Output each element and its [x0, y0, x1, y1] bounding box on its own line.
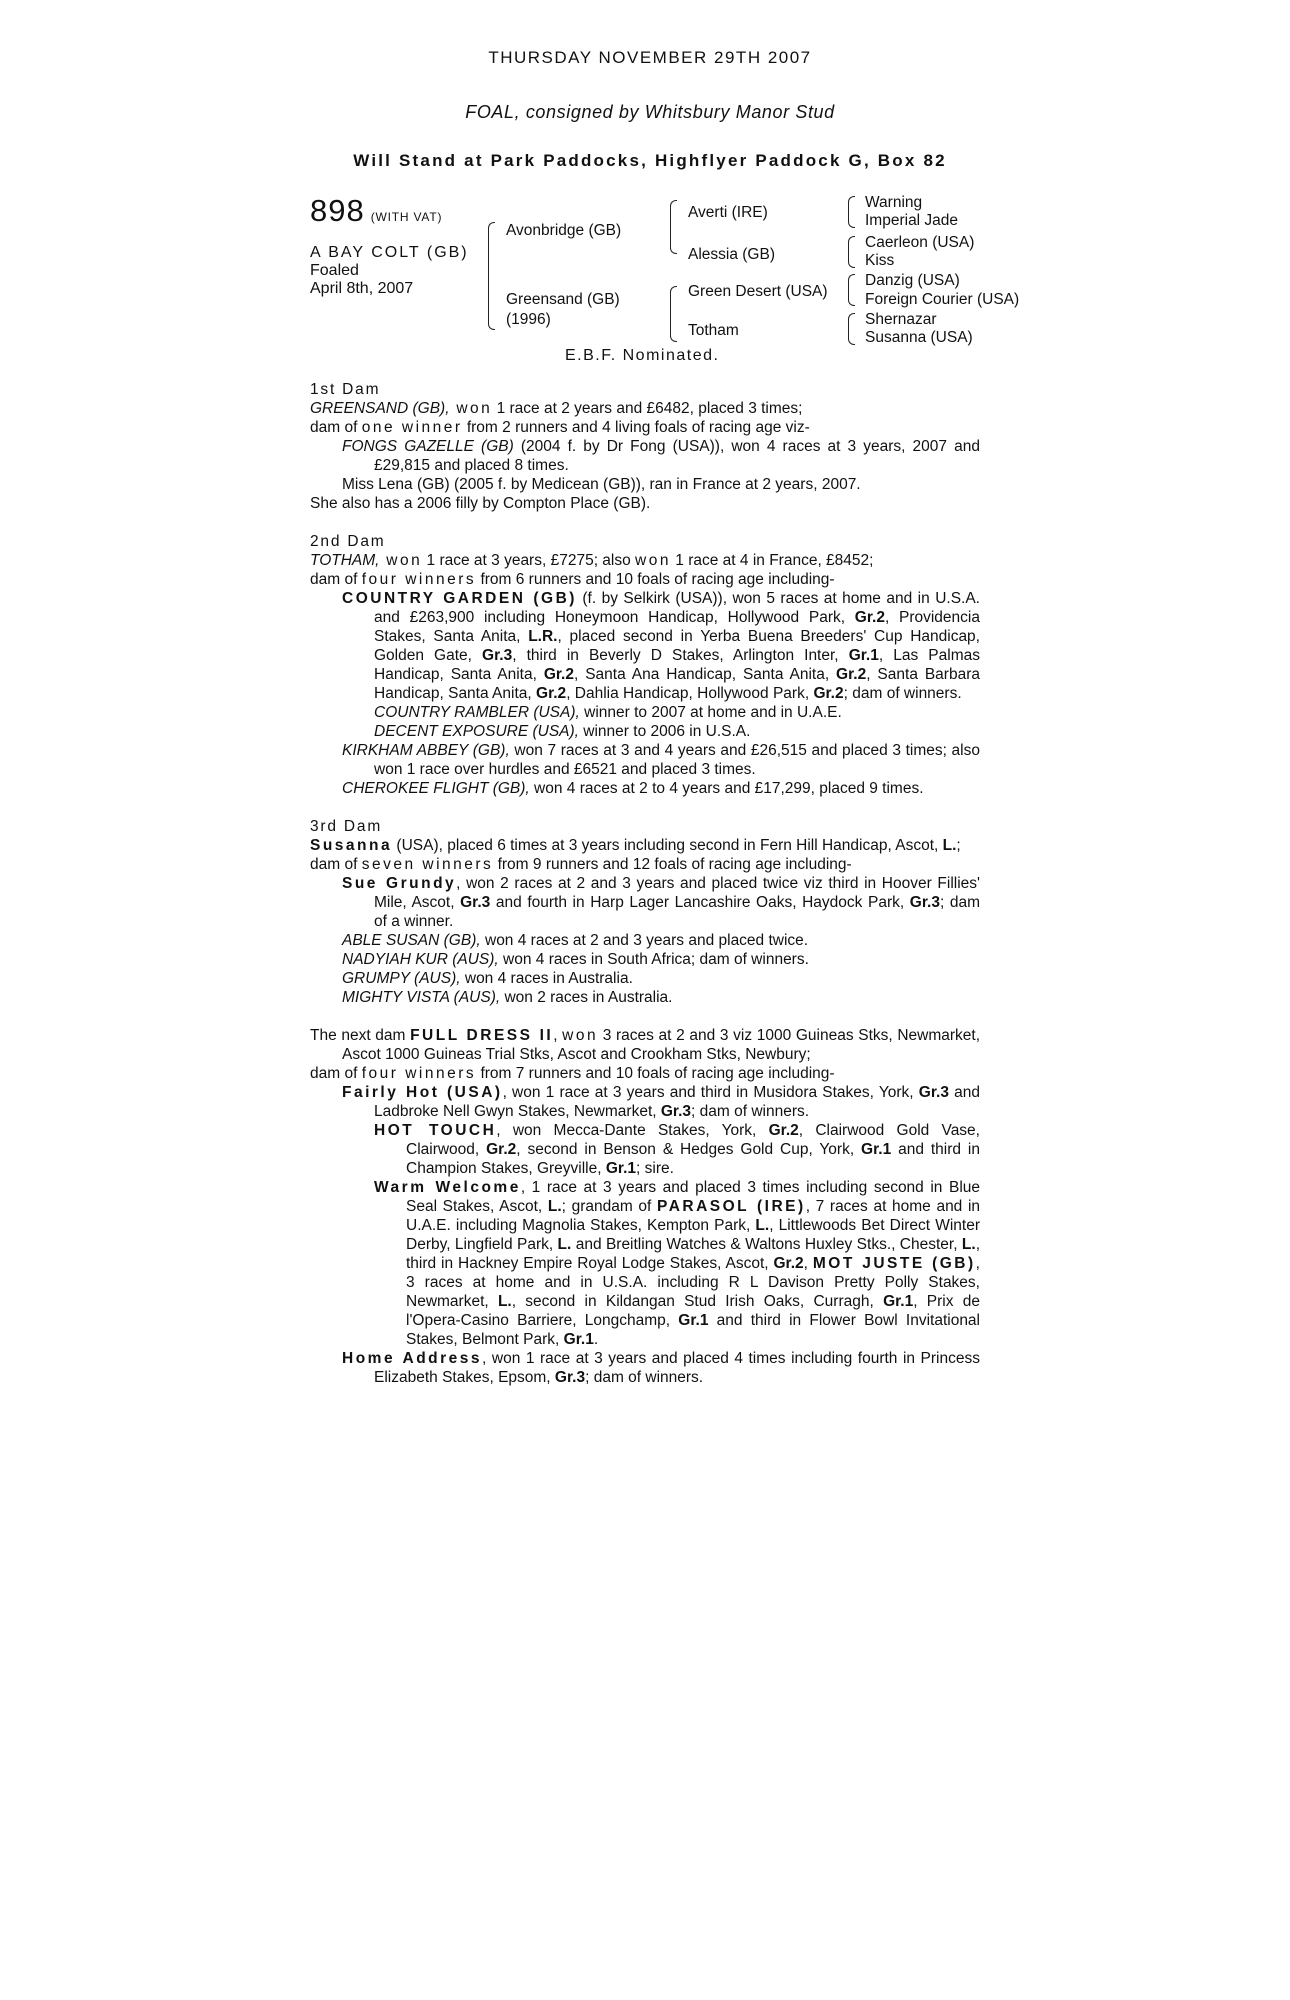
produce-entry: Fairly Hot (USA), won 1 race at 3 years and third in Musidora Stakes, York, Gr.3 and Ladbroke Nell Gwyn Stakes, Newmarket, Gr.3; dam of winners. [342, 1084, 981, 1120]
sire-dam: Alessia (GB) [688, 246, 775, 263]
brace-gg4 [848, 313, 855, 345]
section-1st-dam [310, 380, 980, 513]
produce-entry: ABLE SUSAN (GB), won 4 races at 2 and 3 years and placed twice. [342, 932, 809, 949]
sire-sire: Averti (IRE) [688, 204, 768, 221]
stand-location: Will Stand at Park Paddocks, Highflyer Paddock G, Box 82 [353, 151, 947, 170]
lot-header [310, 193, 442, 229]
foaled-date: April 8th, 2007 [310, 280, 414, 297]
produce-summary: dam of one winner from 2 runners and 4 living foals of racing age viz- [310, 419, 810, 436]
foaled-label: Foaled [310, 262, 359, 279]
dam-line: Susanna (USA), placed 6 times at 3 years including second in Fern Hill Handicap, Ascot, L.; [310, 837, 961, 854]
produce-entry: Miss Lena (GB) (2005 f. by Medicean (GB)), ran in France at 2 years, 2007. [342, 476, 861, 493]
great-grandparent-4: Kiss [865, 252, 895, 269]
brace-gg3 [848, 274, 855, 306]
produce-entry: COUNTRY GARDEN (GB) (f. by Selkirk (USA)), won 5 races at home and in U.S.A. and £263,900 including Honeymoon Handicap, Hollywood Park, Gr.2, Providencia Stakes, Santa Anita, L.R., placed second in Yerba Buena Breeders' Cup Handicap, Golden Gate, Gr.3, third in Beverly D Stakes, Arlington Inter, Gr.1, Las Palmas Handicap, Santa Anita, Gr.2, Santa Ana Handicap, Santa Anita, Gr.2, Santa Barbara Handicap, Santa Anita, Gr.2, Dahlia Handicap, Hollywood Park, Gr.2; dam of winners. [342, 590, 980, 702]
great-grandparent-8: Susanna (USA) [865, 329, 973, 346]
dam-line: The next dam FULL DRESS II, won 3 races at 2 and 3 viz 1000 Guineas Stks, Newmarket, Ascot 1000 Guineas Trial Stks, Ascot and Crookham Stks, Newbury; [310, 1027, 981, 1063]
brace-dam [670, 286, 677, 342]
dam-sire: Green Desert (USA) [688, 283, 828, 300]
brace-gg1 [848, 196, 855, 228]
brace-parents [488, 222, 495, 330]
produce-summary: dam of seven winners from 9 runners and 12 foals of racing age including- [310, 856, 852, 873]
produce-sub-entry: COUNTRY RAMBLER (USA), winner to 2007 at home and in U.A.E. [374, 704, 842, 721]
produce-sub-entry: HOT TOUCH, won Mecca-Dante Stakes, York, Gr.2, Clairwood Gold Vase, Clairwood, Gr.2, second in Benson & Hedges Gold Cup, York, Gr.1 and third in Champion Stakes, Greyville, Gr.1; sire. [374, 1122, 980, 1177]
produce-entry: MIGHTY VISTA (AUS), won 2 races in Australia. [342, 989, 673, 1006]
brace-gg2 [848, 236, 855, 268]
produce-sub-entry: Warm Welcome, 1 race at 3 years and placed 3 times including second in Blue Seal Stakes, Ascot, L.; grandam of PARASOL (IRE), 7 races at home and in U.A.E. including Magnolia Stakes, Kempton Park, L., Littlewoods Bet Direct Winter Derby, Lingfield Park, L. and Breitling Watches & Waltons Huxley Stks., Chester, L., third in Hackney Empire Royal Lodge Stakes, Ascot, Gr.2, MOT JUSTE (GB), 3 races at home and in U.S.A. including R L Davison Pretty Polly Stakes, Newmarket, L., second in Kildangan Stud Irish Oaks, Curragh, Gr.1, Prix de l'Opera-Casino Barriere, Longchamp, Gr.1 and third in Flower Bowl Invitational Stakes, Belmont Park, Gr.1. [374, 1179, 981, 1348]
produce-entry: Sue Grundy, won 2 races at 2 and 3 years and placed twice viz third in Hoover Fillies' Mile, Ascot, Gr.3 and fourth in Harp Lager Lancashire Oaks, Haydock Park, Gr.3; dam of a winner. [342, 875, 981, 930]
section-3rd-dam [310, 817, 980, 1007]
produce-entry: KIRKHAM ABBEY (GB), won 7 races at 3 and 4 years and £26,515 and placed 3 times; also won 1 race over hurdles and £6521 and placed 3 times. [342, 742, 980, 778]
produce-summary: dam of four winners from 7 runners and 10 foals of racing age including- [310, 1065, 835, 1082]
dam-dam: Totham [688, 322, 739, 339]
lot-number: 898 [310, 193, 365, 228]
sale-date: THURSDAY NOVEMBER 29TH 2007 [488, 48, 812, 67]
ebf-nomination: E.B.F. Nominated. [565, 347, 720, 364]
horse-description: A BAY COLT (GB) [310, 244, 469, 261]
great-grandparent-3: Caerleon (USA) [865, 234, 975, 251]
section-heading: 1st Dam [310, 381, 381, 398]
dam-line: GREENSAND (GB), won 1 race at 2 years and £6482, placed 3 times; [310, 400, 803, 417]
produce-note: She also has a 2006 filly by Compton Place (GB). [310, 495, 651, 512]
produce-entry: GRUMPY (AUS), won 4 races in Australia. [342, 970, 633, 987]
great-grandparent-1: Warning [865, 194, 923, 211]
dam-line: TOTHAM, won 1 race at 3 years, £7275; also won 1 race at 4 in France, £8452; [310, 552, 874, 569]
dam-year: (1996) [506, 311, 551, 328]
section-2nd-dam [310, 532, 980, 798]
consignor-line: FOAL, consigned by Whitsbury Manor Stud [465, 102, 835, 122]
section-heading: 3rd Dam [310, 818, 383, 835]
produce-entry: CHEROKEE FLIGHT (GB), won 4 races at 2 to 4 years and £17,299, placed 9 times. [342, 780, 924, 797]
section-next-dam [310, 1026, 980, 1387]
section-heading: 2nd Dam [310, 533, 386, 550]
vat-note: (WITH VAT) [370, 210, 443, 224]
produce-entry: FONGS GAZELLE (GB) (2004 f. by Dr Fong (USA)), won 4 races at 3 years, 2007 and £29,815 and placed 8 times. [342, 438, 980, 474]
catalogue-body [310, 380, 980, 1406]
great-grandparent-2: Imperial Jade [865, 212, 959, 229]
produce-sub-entry: DECENT EXPOSURE (USA), winner to 2006 in U.S.A. [374, 723, 751, 740]
dam: Greensand (GB) [506, 291, 620, 308]
brace-sire [670, 200, 677, 254]
great-grandparent-7: Shernazar [865, 311, 937, 328]
great-grandparent-6: Foreign Courier (USA) [865, 291, 1020, 308]
produce-entry: NADYIAH KUR (AUS), won 4 races in South Africa; dam of winners. [342, 951, 809, 968]
produce-summary: dam of four winners from 6 runners and 10 foals of racing age including- [310, 571, 835, 588]
lot-description [310, 244, 469, 298]
produce-entry: Home Address, won 1 race at 3 years and placed 4 times including fourth in Princess Elizabeth Stakes, Epsom, Gr.3; dam of winners. [342, 1350, 980, 1386]
great-grandparent-5: Danzig (USA) [865, 272, 960, 289]
sire: Avonbridge (GB) [506, 222, 622, 239]
